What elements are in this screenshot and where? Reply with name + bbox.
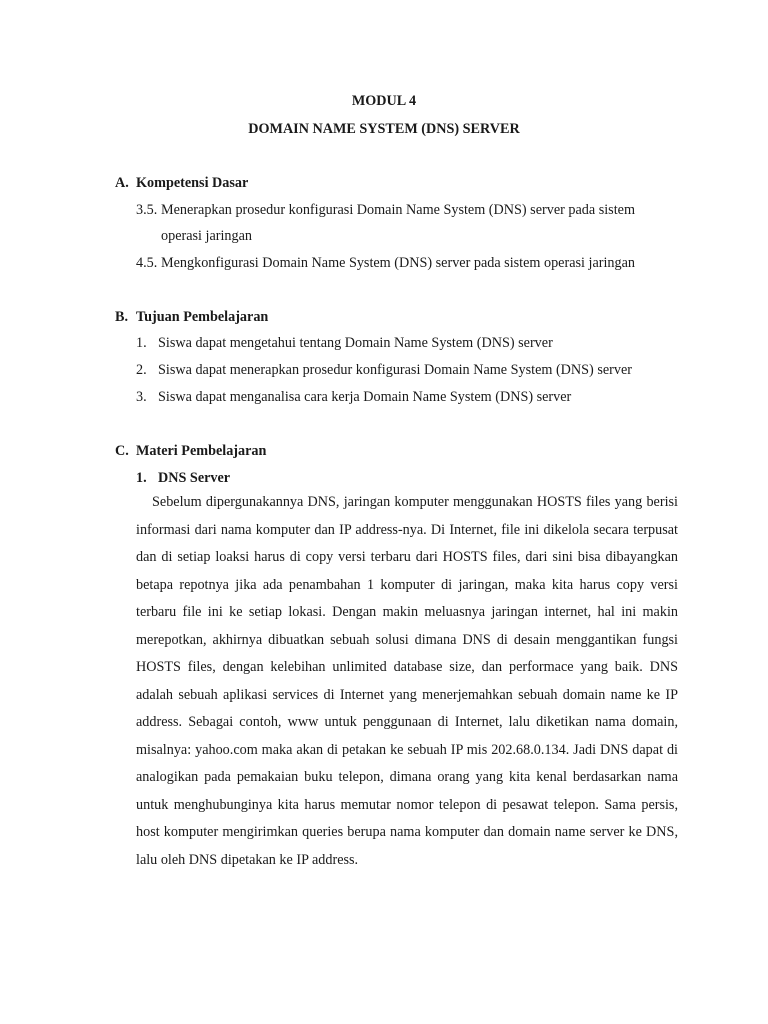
section-c-title: Materi Pembelajaran: [136, 443, 267, 459]
kompetensi-item-text: Mengkonfigurasi Domain Name System (DNS) server pada sistem operasi jaringan: [161, 255, 635, 271]
kompetensi-item-3-5: [136, 197, 678, 249]
section-b-letter: B.: [115, 309, 129, 325]
kompetensi-item-4-5: [136, 250, 678, 276]
tujuan-item-1: [136, 334, 553, 352]
kompetensi-item-number: 4.5.: [136, 255, 158, 271]
section-c-letter: C.: [115, 443, 129, 459]
section-c-heading: [115, 442, 266, 460]
tujuan-item-2: [136, 361, 632, 379]
kompetensi-item-number: 3.5.: [136, 202, 158, 218]
module-title: DOMAIN NAME SYSTEM (DNS) SERVER: [248, 121, 520, 137]
subsection-title: DNS Server: [158, 470, 231, 486]
tujuan-item-text: Siswa dapat menerapkan prosedur konfigurasi Domain Name System (DNS) server: [158, 362, 632, 378]
kompetensi-item-continuation: operasi jaringan: [161, 228, 252, 244]
dns-server-paragraph: Sebelum dipergunakannya DNS, jaringan komputer menggunakan HOSTS files yang berisi informasi dari nama komputer dan IP address-nya. Di Internet, file ini dikelola secara terpusat dan di setiap loaksi harus di copy versi terbaru dari HOSTS files, dari sini bisa dibayangkan betapa repotnya jika ada penambahan 1 komputer di jaringan, maka kita harus copy versi terbaru file ini ke setiap lokasi. Dengan makin meluasnya jaringan internet, hal ini makin merepotkan, akhirnya dibuatkan sebuah solusi dimana DNS di desain menggantikan fungsi HOSTS files, dengan kelebihan unlimited database size, dan performace yang baik. DNS adalah sebuah aplikasi services di Internet yang menerjemahkan sebuah domain name ke IP address. Sebagai contoh, www untuk penggunaan di Internet, lalu diketikan nama domain, misalnya: yahoo.com maka akan di petakan ke sebuah IP mis 202.68.0.134. Jadi DNS dapat di analogikan pada pemakaian buku telepon, dimana orang yang kita kenal berdasarkan nama untuk menghubunginya kita harus memutar nomor telepon di pesawat telepon. Sama persis, host komputer mengirimkan queries berupa nama komputer dan domain name server ke DNS, lalu oleh DNS dipetakan ke IP address.: [136, 494, 678, 868]
tujuan-item-text: Siswa dapat menganalisa cara kerja Domain Name System (DNS) server: [158, 389, 572, 405]
tujuan-item-3: [136, 388, 571, 406]
module-number: MODUL 4: [351, 93, 417, 109]
tujuan-item-number: 3.: [136, 389, 147, 405]
section-b-heading: [115, 308, 268, 326]
subsection-number: 1.: [136, 470, 147, 486]
section-a-heading: [115, 174, 248, 192]
section-b-title: Tujuan Pembelajaran: [136, 309, 269, 325]
section-a-title: Kompetensi Dasar: [136, 175, 249, 191]
tujuan-item-number: 1.: [136, 335, 147, 351]
section-a-letter: A.: [115, 175, 129, 191]
tujuan-item-number: 2.: [136, 362, 147, 378]
subsection-dns-server-heading: [136, 469, 230, 487]
tujuan-item-text: Siswa dapat mengetahui tentang Domain Name System (DNS) server: [158, 335, 553, 351]
kompetensi-item-text: Menerapkan prosedur konfigurasi Domain Name System (DNS) server pada sistem: [161, 202, 635, 218]
